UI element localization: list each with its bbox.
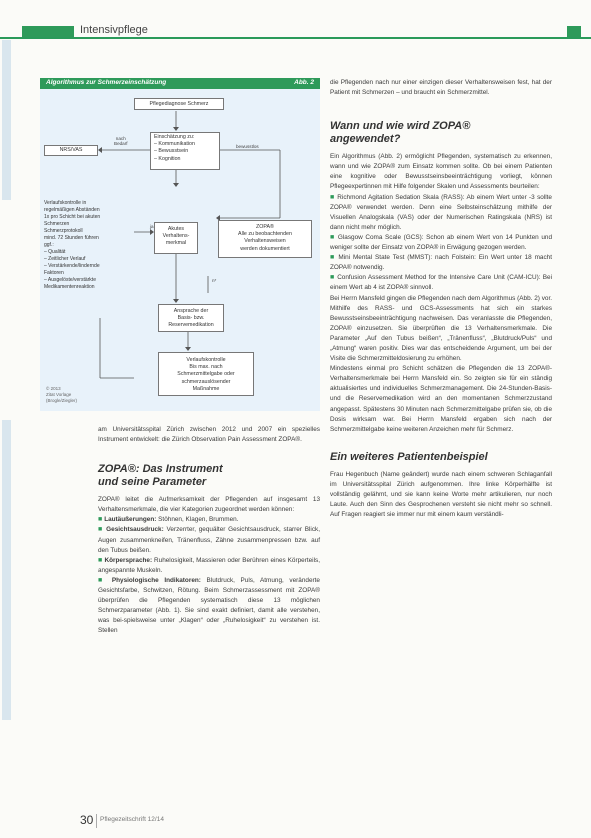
zopa-line: Alle zu beobachtenden [238,231,292,238]
bullet-item [98,556,320,576]
bullet-item [330,253,552,273]
section-title: Intensivpflege [80,24,148,36]
heading-line: angewendet? [330,133,401,146]
verlauf-line: Faktoren [44,270,64,276]
left-column [98,425,320,637]
bullet-text: Glasgow Coma Scale (GCS): Schon ab einem Wert von 14 Punkten und weniger sollte der Einsatz von ZOPA® in Erwägung gezogen werden. [330,233,552,252]
verlaufskontrolle-box [158,352,254,396]
verlauf-line: mind. 72 Stunden führen [44,235,99,241]
verlauf-line: – Zeitlicher Verlauf [44,256,86,262]
top-paragraph: die Pflegenden nach nur einer einzigen dieser Verhaltensweisen fest, hat der Patient mit Schmerzen – und braucht ein Schmerzmittel. [330,79,552,97]
zopa-box [218,220,312,258]
bullet-item [98,515,320,525]
hegenbuch-paragraph: Frau Hegenbuch (Name geändert) wurde nach einem schweren Schlaganfall im Universitätsspital Zürich aufgenommen. Ihre linke Körperhälfte ist vollständig gelähmt, und sie kann keine Worte mehr artikulieren, nur noch Laute. Auch den Sinn des Gesprochenen versteht sie nicht mehr so schnell. Auf Fragen reagiert sie immer nur mit einem kaum verständli- [330,470,552,519]
verlauf-line: 1x pro Schicht bei akuten [44,214,101,220]
intro-paragraph: am Universitätsspital Zürich zwischen 2012 und 2007 ein spezielles Instrument entwickelt: die Zürich Observation Pain Assessment ZOPA®. [98,426,320,444]
margin-stripe-top [2,40,11,200]
heading-line: und seine Parameter [98,476,207,489]
akutes-line: merkmal [165,240,187,247]
verlauf-line: ggf.: [44,242,54,248]
diagram-copyright [46,386,77,404]
arrow-label-nach-bedarf [114,136,128,146]
akutes-line: Akutes [167,226,185,232]
nrs-vas-box [44,145,98,156]
bullet-item [330,193,552,233]
bullet-item [330,273,552,293]
arrow-label-line: nach [115,136,126,141]
verlaufskontrolle-line: Bis max. nach [189,364,223,371]
wann-body: Ein Algorithmus (Abb. 2) ermöglicht Pflegenden, systematisch zu erkennen, wann und wie ZOPA® zum Einsatz kommen sollte. Ob bei einem Patienten eine kognitive oder Bewusstseinsbeeinträchtigung vorliegt, können Pflegeexpertinnen mit Hilfe folgender Skalen und Assessments beurteilen: [330,153,552,191]
bullet-square-icon: ■ [330,274,338,282]
heading-line: Wann und wie wird ZOPA® [330,120,471,133]
zopa-line: werden dokumentiert [240,245,290,252]
bullet-square-icon: ■ [98,556,105,564]
bullet-text: Blutdruck, Puls, Atmung, veränderte Gesichtsfarbe, Schwitzen, Rötung. Beim Schmerzassessment mit ZOPA® überprüfen die Pflegenden systematisch diese 13 möglichen Schmerzparameter (Abb. 1). Sie sind exakt definiert, damit alle verstehen, was bei-spielsweise unter „Klagen“ oder „Ruhelosigkeit“ zu verstehen ist. Stellen [98,576,320,635]
heading-line: ZOPA®: Das Instrument [98,463,223,476]
pflegediagnose-label: Pflegediagnose Schmerz [149,101,209,107]
diagram-figure-number: Abb. 2 [294,79,314,86]
akutes-line: Verhaltens- [162,233,190,240]
copyright-line: © 2013 [46,386,61,391]
bullet-label: Gesichtsausdruck: [106,526,164,534]
bullet-square-icon: ■ [98,516,105,524]
arrow-label-line: Bedarf [114,141,128,146]
ansprache-line: Basis- bzw. [177,315,205,322]
verlauf-line: Medikamentenreaktion [44,284,95,290]
bullet-text: Stöhnen, Klagen, Brummen. [156,516,239,524]
einschaetzung-line: – Bewusstsein [154,148,189,155]
magazine-name: Pflegezeitschrift 12/14 [100,816,164,823]
zopa-heading [98,463,320,489]
zopa-body: ZOPA® leitet die Aufmerksamkeit der Pflegenden auf insgesamt 13 Verhaltensmerkmale, die vier Kategorien zugeordnet werden können: [98,496,320,514]
footer-divider [96,814,97,828]
verlauf-line: Verlaufskontrolle in [44,200,87,206]
akutes-verhalten-box [154,222,198,254]
verlaufskontrolle-line: Schmerzmittelgabe oder [177,371,235,378]
arrow-label-n: n* [212,278,217,283]
bullet-text: Confusion Assessment Method for the Intensive Care Unit (CAM-ICU): Bei einem Wert ab 4 ist ZOPA® sinnvoll. [330,274,552,292]
page-number: 30 [80,813,94,827]
algorithm-diagram [40,78,320,411]
einschaetzung-line: – Kommunikation [154,141,195,148]
arrow-label-bewusstlos: bewusstlos [236,144,259,149]
bullet-label: Lautäußerungen: [104,516,157,524]
diagram-title: Algorithmus zur Schmerzeinschätzung [46,79,167,86]
verlauf-line: Schmerzprotokoll [44,228,83,234]
verlauf-line: – Ausgelöste/verstärkte [44,277,96,283]
bullet-text: Ruhelosigkeit, Massieren oder Berühren eines Körperteils, angespannte Muskeln. [98,556,320,574]
bullet-square-icon: ■ [98,576,112,584]
mansfeld-paragraph: Bei Herrn Mansfeld gingen die Pflegenden nach dem Algorithmus (Abb. 2) vor. Mithilfe des RASS- und GCS-Assessments hat sich ein starkes Bewusstseinsbeeinträchtigung nachweisen. Das veranlasste die Pflegenden, ZOPA® einzusetzen. Sie überprüften die 13 Verhaltensmerkmale. Die Parameter „Auf den Tubus beißen“, „Tränenfluss“, „Blutdruck/Puls“ und „Atmung“ waren positiv. Dies war das entscheidende Argument, um bei der Visite die Schmerzmitteldosierung zu erhöhen. [330,294,552,363]
zopa-line: Verhaltensweisen [244,238,286,245]
verlauf-line: – Qualität [44,249,66,255]
header-rule [0,37,591,39]
verlauf-line: Schmerzen [44,221,70,227]
ansprache-box [158,304,224,332]
bullet-item [98,576,320,637]
copyright-line: Zitat Vorlage [46,392,72,397]
verlauf-line: regelmäßigen Abständen [44,207,100,213]
nrs-vas-label: NRS/VAS [59,147,83,153]
bullet-label: Physiologische Indikatoren: [111,576,201,584]
schicht-paragraph: Mindestens einmal pro Schicht schätzen die Pflegenden die 13 ZOPA®-Verhaltensmerkmale bei Herrn Mansfeld ein. So zeigten sie für ein ständig aktualisiertes und individuelles Schmerzmanagement. Die 24-Stunden-Basis- und die Reservemedikation wird an den momentanen Schmerzzustand angepasst. Spätestens 30 Minuten nach Schmerzmittelgabe prüfen sie, ob die Dosis wirksam war. Bei Herrn Mansfeld ergaben sich nach der Schmerzmittelgabe keine weiteren Anzeichen mehr für Schmerz. [330,365,552,433]
bullet-square-icon: ■ [330,233,338,241]
verlaufskontrolle-line: Maßnahme [192,385,220,392]
bullet-text: Richmond Agitation Sedation Skala (RASS): Ab einem Wert unter -3 sollte ZOPA® verwendet werden. Denn eine Selbsteinschätzung mithilfe der Visuellen Analogskala (VAS) oder der Numerischen Ratingskala (NRS) ist dann nicht mehr möglich. [330,193,552,231]
verlaufskontrolle-line: Verlaufskontrolle [186,357,226,363]
verlauf-line: – Verstärkende/lindernde [44,263,100,269]
einschaetzung-line: – Kognition [154,155,181,162]
bullet-text: Verzerrter, gequälter Gesichtsausdruck, starrer Blick, Augen zusammenkneifen, Tränenfluss, Zähne zusammenpressen bzw. auf den Tubus beißen. [98,526,320,554]
bullet-label: Körpersprache: [104,556,153,564]
zopa-line: ZOPA® [256,224,274,230]
bullet-item [330,233,552,253]
bullet-text: Mini Mental State Test (MMST): nach Folstein: Ein Wert unter 18 macht ZOPA® notwendig. [330,254,552,272]
copyright-line: (Brogle/Ziegler) [46,398,78,403]
einschaetzung-line: Einschätzung zu: [154,134,195,140]
wann-heading [330,120,552,146]
arrow-label-ja: ja [150,224,154,229]
margin-stripe-bottom [2,420,11,720]
einschaetzung-box [150,132,220,170]
bullet-square-icon: ■ [330,254,339,262]
verlauf-text [44,200,136,310]
bullet-square-icon: ■ [330,193,338,201]
pflegediagnose-box [134,98,224,110]
verlaufskontrolle-line: schmerzauslösender [181,378,231,385]
bullet-square-icon: ■ [98,526,107,534]
patientenbeispiel-heading: Ein weiteres Patientenbeispiel [330,450,488,463]
bullet-item [98,525,320,555]
ansprache-line: Reservemedikation [168,322,214,329]
right-column [330,78,552,520]
ansprache-line: Ansprache der [173,308,209,314]
